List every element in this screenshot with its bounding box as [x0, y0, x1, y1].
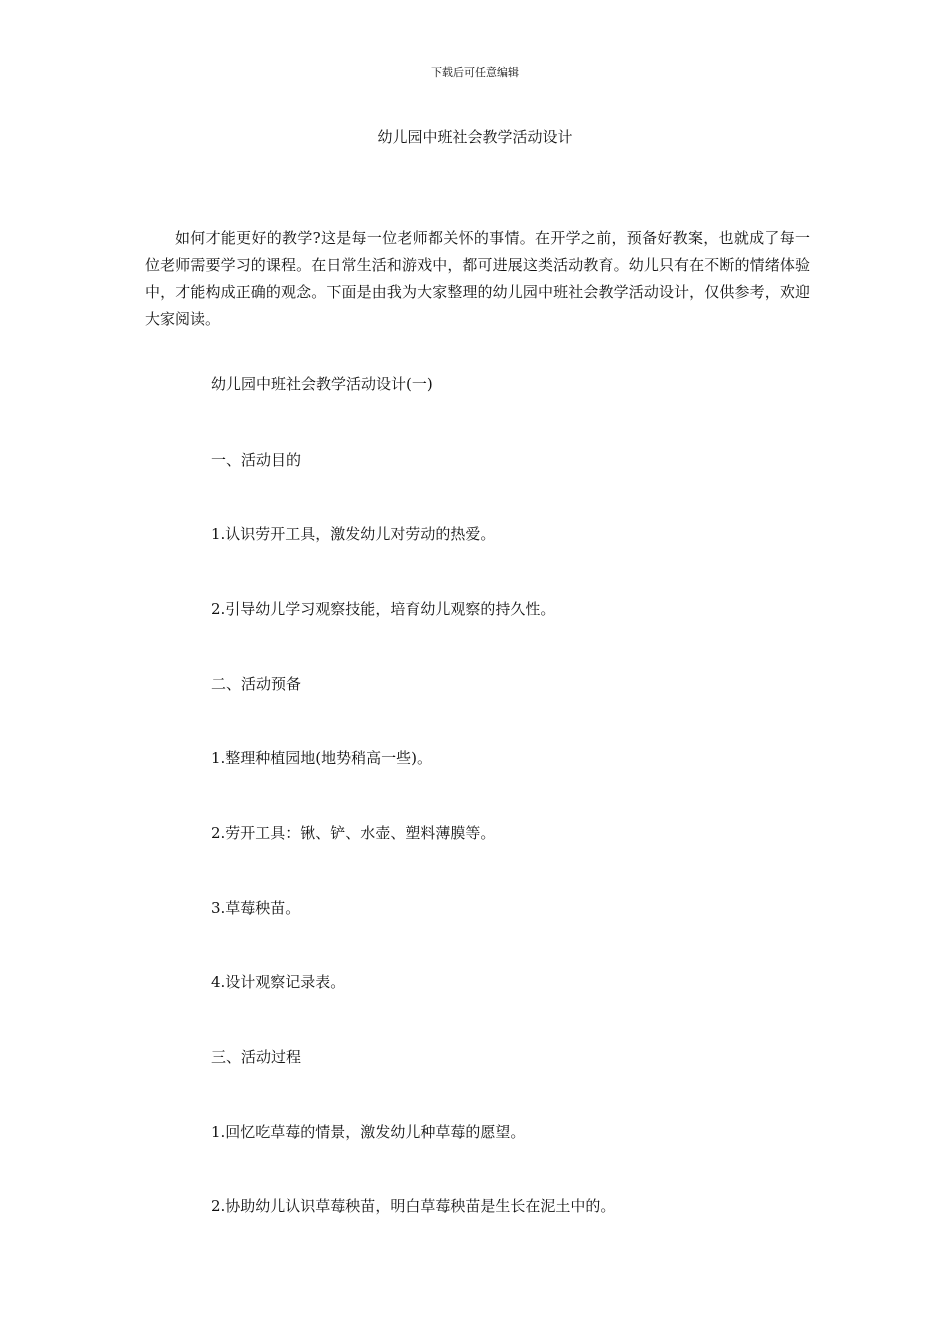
list-item: 1.整理种植园地(地势稍高一些)。	[211, 749, 433, 767]
section-heading: 幼儿园中班社会教学活动设计(一)	[211, 375, 433, 393]
heading-process: 三、活动过程	[211, 1048, 302, 1066]
download-note: 下载后可任意编辑	[431, 66, 519, 79]
list-item: 2.协助幼儿认识草莓秧苗，明白草莓秧苗是生长在泥土中的。	[211, 1197, 616, 1215]
list-item: 2.劳开工具：锹、铲、水壶、塑料薄膜等。	[211, 824, 496, 842]
list-item: 1.认识劳开工具，激发幼儿对劳动的热爱。	[211, 525, 496, 543]
heading-preparation: 二、活动预备	[211, 675, 302, 693]
intro-paragraph: 如何才能更好的教学?这是每一位老师都关怀的事情。在开学之前，预备好教案，也就成了每一位老师需要学习的课程。在日常生活和游戏中，都可进展这类活动教育。幼儿只有在不断的情绪体验中，才能构成正确的观念。下面是由我为大家整理的幼儿园中班社会教学活动设计，仅供参考，欢迎大家阅读。	[145, 229, 810, 328]
list-item: 1.回忆吃草莓的情景，激发幼儿种草莓的愿望。	[211, 1123, 526, 1141]
list-item: 2.引导幼儿学习观察技能，培育幼儿观察的持久性。	[211, 600, 556, 618]
document-title: 幼儿园中班社会教学活动设计	[377, 128, 573, 146]
list-item: 3.草莓秧苗。	[211, 899, 301, 917]
list-item: 4.设计观察记录表。	[211, 973, 346, 991]
heading-objectives: 一、活动目的	[211, 451, 302, 469]
